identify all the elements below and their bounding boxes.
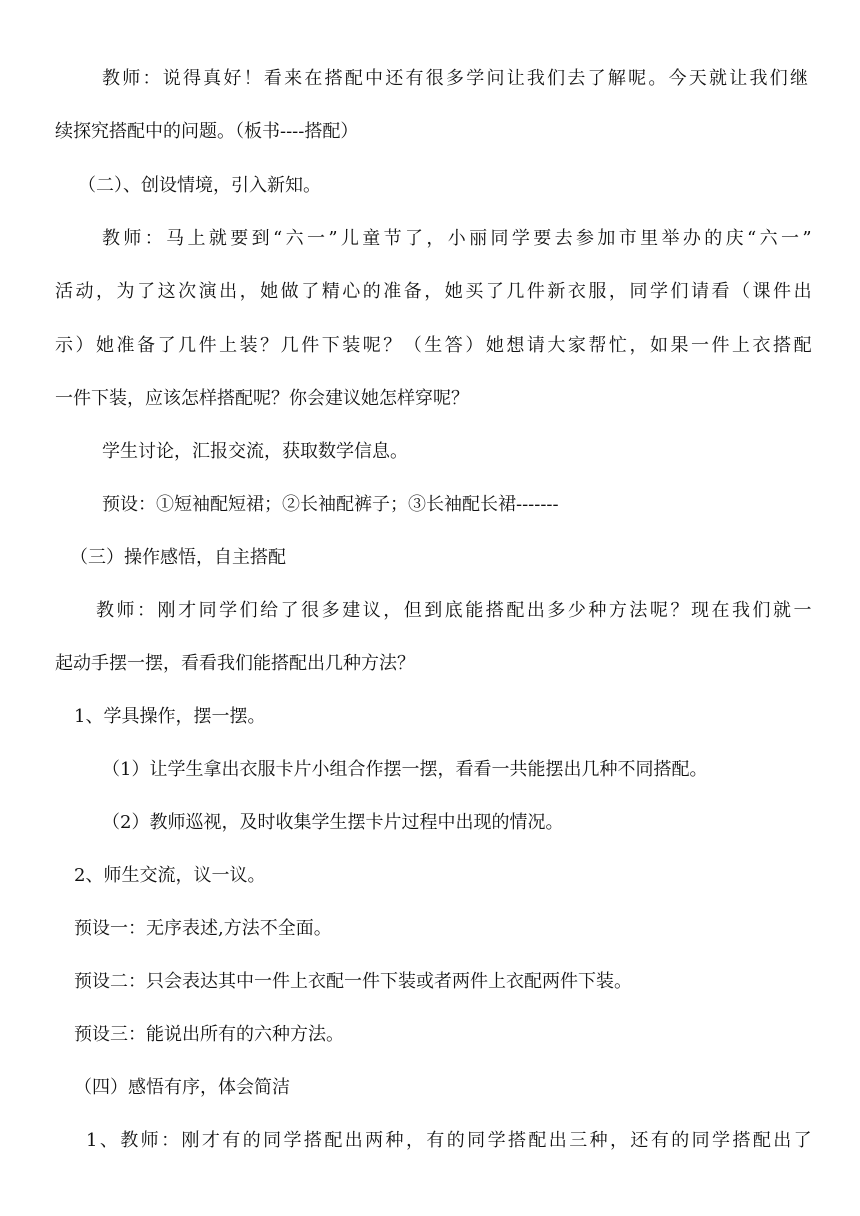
paragraph-line-1: 教 师 ： 说 得 真 好 ！ 看 来 在 搭 配 中 还 有 很 多 学 问 让 我 们 去 了 解 呢 。 今 天 就 让 我 们 继 xyxy=(102,68,808,89)
paragraph-line-5: 活 动 ， 为 了 这 次 演 出 ， 她 做 了 精 心 的 准 备 ， 她 买 了 几 件 新 衣 服 ， 同 学 们 请 看 （ 课 件 出 xyxy=(55,281,812,302)
paragraph-line-8: 学生讨论，汇报交流，获取数学信息。 xyxy=(102,441,408,462)
section-heading-2: （二）、创设情境，引入新知。 xyxy=(78,175,321,196)
paragraph-line-7: 一件下装，应该怎样搭配呢？你会建议她怎样穿呢？ xyxy=(55,388,469,409)
paragraph-line-21: 1 、 教 师 ： 刚 才 有 的 同 学 搭 配 出 两 种 ， 有 的 同 学 搭 配 出 三 种 ， 还 有 的 同 学 搭 配 出 了 xyxy=(86,1130,812,1151)
preset-three: 预设三：能说出所有的六种方法。 xyxy=(74,1024,344,1045)
paragraph-line-6: 示 ） 她 准 备 了 几 件 上 装 ？ 几 件 下 装 呢 ？ （ 生 答 ） 她 想 请 大 家 帮 忙 ， 如 果 一 件 上 衣 搭 配 xyxy=(55,335,812,356)
preset-one: 预设一：无序表述,方法不全面。 xyxy=(74,918,332,939)
list-item-1-2: （2）教师巡视，及时收集学生摆卡片过程中出现的情况。 xyxy=(102,812,564,833)
paragraph-line-12: 起动手摆一摆，看看我们能搭配出几种方法？ xyxy=(55,653,415,674)
list-item-2: 2、师生交流，议一议。 xyxy=(74,865,266,886)
paragraph-line-11: 教 师 ： 刚 才 同 学 们 给 了 很 多 建 议 ， 但 到 底 能 搭 配 出 多 少 种 方 法 呢 ？ 现 在 我 们 就 一 xyxy=(96,600,812,621)
section-heading-3: （三）操作感悟，自主搭配 xyxy=(70,547,286,568)
preset-two: 预设二：只会表达其中一件上衣配一件下装或者两件上衣配两件下装。 xyxy=(74,971,632,992)
list-item-1-1: （1）让学生拿出衣服卡片小组合作摆一摆，看看一共能摆出几种不同搭配。 xyxy=(102,759,708,780)
list-item-1: 1、学具操作，摆一摆。 xyxy=(74,706,266,727)
paragraph-line-9: 预设：①短袖配短裙；②长袖配裤子；③长袖配长裙------- xyxy=(102,494,559,515)
paragraph-line-4: 教 师 ： 马 上 就 要 到 “ 六 一 ” 儿 童 节 了 ， 小 丽 同 学 要 去 参 加 市 里 举 办 的 庆 “ 六 一 ” xyxy=(102,228,812,249)
paragraph-line-2: 续探究搭配中的问题。（板书----搭配） xyxy=(55,121,359,142)
section-heading-4: （四）感悟有序，体会简洁 xyxy=(74,1077,290,1098)
